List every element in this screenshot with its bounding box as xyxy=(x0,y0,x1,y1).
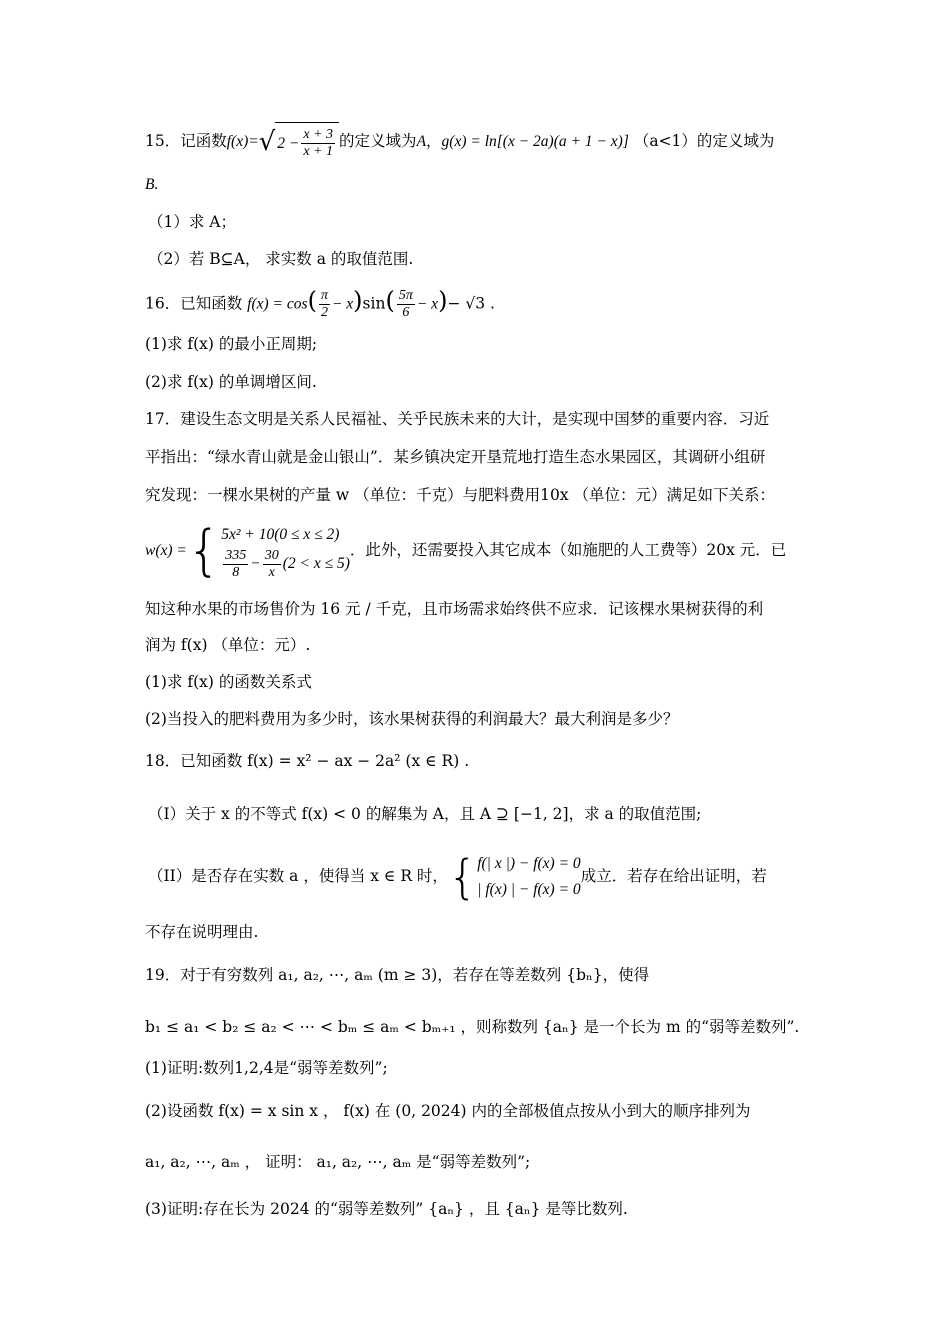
q17-after: ．此外，还需要投入其它成本（如施肥的人工费等）20x 元．已 xyxy=(349,541,787,559)
q15-f: f(x)= xyxy=(226,133,259,150)
q16-frac2-num: 5π xyxy=(398,288,413,303)
q17-w: w(x) = xyxy=(145,542,187,559)
q17-line6: 润为 f(x) （单位：元）. xyxy=(145,636,311,654)
q17-line5: 知这种水果的市场售价为 16 元 / 千克，且市场需求始终供不应求．记该棵水果树获得的利 xyxy=(145,600,764,618)
q15-mid: 的定义域为 xyxy=(339,132,417,150)
q16-f: f(x) = cos xyxy=(247,295,308,313)
q18-part1: （I）关于 x 的不等式 f(x) < 0 的解集为 A，且 A ⊇ [−1, 2]，求 a 的取值范围; xyxy=(148,805,702,823)
q17-line1: 17．建设生态文明是关系人民福祉、关乎民族未来的大计，是实现中国梦的重要内容．习近 xyxy=(145,410,770,428)
q16-number: 16．已知函数 xyxy=(145,294,243,313)
q16-tail: − √3 . xyxy=(447,294,495,313)
q15-part2: （2）若 B⊆A， 求实数 a 的取值范围. xyxy=(148,250,414,268)
q18-p2-pre: （II）是否存在实数 a ，使得当 x ∈ R 时， xyxy=(148,867,448,885)
q17-cases xyxy=(221,522,350,581)
q18-part2: （II）是否存在实数 a ，使得当 x ∈ R 时，{ f(| x |) − f(x) = 0 | f(x) | − f(x) = 0 成立．若存在给出证明，若 xyxy=(148,850,767,904)
q18-sys2: | f(x) | − f(x) = 0 xyxy=(477,881,581,898)
q15-line1 xyxy=(145,122,774,162)
q17-piecewise: w(x) ={ 5x² + 10(0 ≤ x ≤ 2) $\frac{335}{8}$ − $\frac{30}{x}$ (2 < x ≤ 5) ．此外，还需要投入其它成本（如施肥的人工费等）20x 元．已 xyxy=(145,519,787,582)
q17-case1: 5x² + 10(0 ≤ x ≤ 2) xyxy=(221,525,340,543)
q19-part2: (2)设函数 f(x) = x sin x ， f(x) 在 (0, 2024) 内的全部极值点按从小到大的顺序排列为 xyxy=(145,1102,751,1120)
q17-c2-den2: x xyxy=(268,564,275,580)
q16-part1: (1)求 f(x) 的最小正周期; xyxy=(145,335,318,353)
q15-part1: （1）求 A； xyxy=(148,213,236,231)
q17-c2-cond: (2 < x ≤ 5) xyxy=(282,554,350,572)
q16-part2: (2)求 f(x) 的单调增区间. xyxy=(145,373,317,391)
q15-sqrt: √ 2 − $\frac{x + 3}{x + 1}$ xyxy=(259,122,339,162)
q17-c2-num2: 30 xyxy=(264,547,279,563)
q15-g: g(x) = ln[(x − 2a)(a + 1 − x)] xyxy=(441,133,629,150)
q19-part1: (1)证明:数列1,2,4是“弱等差数列”; xyxy=(145,1059,388,1077)
q16-frac2-den: 6 xyxy=(402,305,410,320)
q16-line1: 16．已知函数 f(x) = cos( $\frac{\pi}{2}$ − x)sin( $\frac{5\pi}{6}$ − x)− √3 . xyxy=(145,286,495,320)
q19-line1: 19．对于有穷数列 a₁, a₂, ⋯, aₘ (m ≥ 3)，若存在等差数列 {bₙ}，使得 xyxy=(145,966,650,984)
q15-frac-den: x + 1 xyxy=(303,144,334,159)
q18-p2-post: 成立．若存在给出证明，若 xyxy=(580,867,767,885)
q15-inner-left: 2 − xyxy=(277,134,300,152)
q18-sys1: f(| x |) − f(x) = 0 xyxy=(477,855,581,872)
q17-line2: 平指出：“绿水青山就是金山银山”．某乡镇决定开垦荒地打造生态水果园区，其调研小组研 xyxy=(145,448,766,466)
q19-part3: (3)证明:存在长为 2024 的“弱等差数列” {aₙ} ，且 {aₙ} 是等比数列. xyxy=(145,1200,628,1218)
q18-line1: 18．已知函数 f(x) = x² − ax − 2a² (x ∈ R) . xyxy=(145,752,470,770)
q17-line3: 究发现：一棵水果树的产量 w （单位：千克）与肥料费用10x （单位：元）满足如下关系： xyxy=(145,486,776,504)
q19-line2: b₁ ≤ a₁ < b₂ ≤ a₂ < ⋯ < bₘ ≤ aₘ < bₘ₊₁ ，则称数列 {aₙ} 是一个长为 m 的“弱等差数列”. xyxy=(145,1018,800,1036)
q17-c2-num: 335 xyxy=(225,547,247,563)
q17-c2-den: 8 xyxy=(232,564,240,580)
q15-line2: B. xyxy=(145,176,159,193)
q15-frac-num: x + 3 xyxy=(303,127,334,142)
q16-frac1-den: 2 xyxy=(320,305,328,320)
q15-number: 15．记函数 xyxy=(145,132,227,150)
q15-A: A xyxy=(416,133,427,150)
q16-m1: − x xyxy=(331,295,354,313)
q17-part2: (2)当投入的肥料费用为多少时，该水果树获得的利润最大？最大利润是多少？ xyxy=(145,710,679,728)
q16-frac1-num: π xyxy=(320,288,328,303)
q19-part2b: a₁, a₂, ⋯, aₘ ， 证明： a₁, a₂, ⋯, aₘ 是“弱等差数列”; xyxy=(145,1153,531,1171)
q18-part2-line2: 不存在说明理由. xyxy=(145,923,259,941)
q18-system xyxy=(477,851,580,903)
q15-cond: （a<1）的定义域为 xyxy=(633,132,775,150)
q17-c2-mid: − xyxy=(250,554,261,572)
q15-comma: ， xyxy=(426,132,442,150)
q17-part1: (1)求 f(x) 的函数关系式 xyxy=(145,673,312,691)
q16-sin: sin xyxy=(362,294,386,313)
q16-m2: − x xyxy=(416,295,439,313)
